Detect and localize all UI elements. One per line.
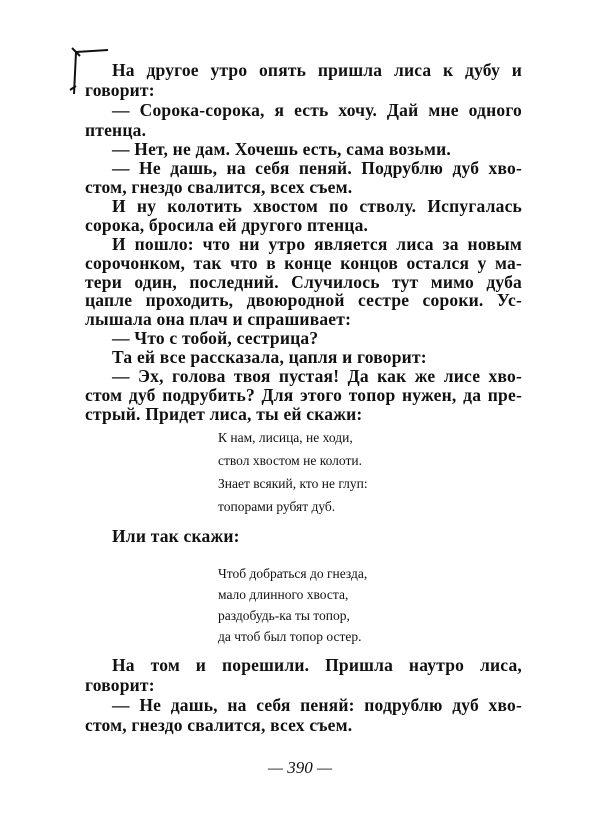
poem-line: ствол хвостом не колоти. bbox=[218, 453, 362, 468]
text-line: сорока, бросила ей другого птенца. bbox=[85, 215, 369, 235]
interlude-line: Или так скажи: bbox=[112, 526, 240, 546]
text-line: стрый. Придет лиса, ты ей скажи: bbox=[85, 404, 363, 424]
text-line: — Нет, не дам. Хочешь есть, сама возьми. bbox=[112, 139, 451, 159]
text-line: — Сорока-сорока, я есть хочу. Дай мне одного bbox=[112, 100, 522, 120]
text-line: И пошло: что ни утро является лиса за новым bbox=[112, 234, 522, 254]
poem-line: топорами рубят дуб. bbox=[218, 499, 336, 514]
text-line: — Что с тобой, сестрица? bbox=[112, 328, 319, 348]
text-line: говорит: bbox=[85, 675, 155, 695]
text-line: птенца. bbox=[85, 120, 147, 140]
text-line: На другое утро опять пришла лиса к дубу и bbox=[112, 60, 522, 80]
text-line: цапле проходить, двоюродной сестре сороки. Ус- bbox=[85, 290, 522, 310]
page-number: — 390 — bbox=[267, 758, 333, 777]
poem-line: раздобудь-ка ты топор, bbox=[218, 608, 350, 623]
poem-line: К нам, лисица, не ходи, bbox=[218, 430, 353, 445]
text-line: говорит: bbox=[85, 80, 155, 100]
text-line: стом, гнездо свалится, всех съем. bbox=[85, 715, 353, 735]
text-line: — Не дашь, на себя пеняй. Подрублю дуб хво- bbox=[112, 158, 522, 178]
text-line: На том и порешили. Пришла наутро лиса, bbox=[112, 655, 522, 675]
text-line: лышала она плач и спрашивает: bbox=[85, 309, 352, 329]
text-line: тери один, последний. Случилось тут мимо дуба bbox=[85, 272, 522, 292]
text-line: — Не дашь, на себя пеняй: подрублю дуб хво- bbox=[112, 695, 522, 715]
text-line: Та ей все рассказала, цапля и говорит: bbox=[112, 347, 427, 367]
text-line: сорочонком, так что в конце концов остался у ма- bbox=[85, 253, 522, 273]
poem-line: мало длинного хвоста, bbox=[218, 587, 349, 602]
poem-line: да чтоб был топор остер. bbox=[218, 629, 362, 644]
poem-line: Чтоб добраться до гнезда, bbox=[218, 566, 368, 581]
text-line: — Эх, голова твоя пустая! Да как же лисе хво- bbox=[112, 366, 522, 386]
text-line: стом дуб подрубить? Для этого топор нужен, да пре- bbox=[85, 385, 522, 405]
text-line: И ну колотить хвостом по стволу. Испугалась bbox=[112, 196, 522, 216]
poem-line: Знает всякий, кто не глуп: bbox=[218, 476, 368, 491]
text-line: стом, гнездо свалится, всех съем. bbox=[85, 177, 353, 197]
